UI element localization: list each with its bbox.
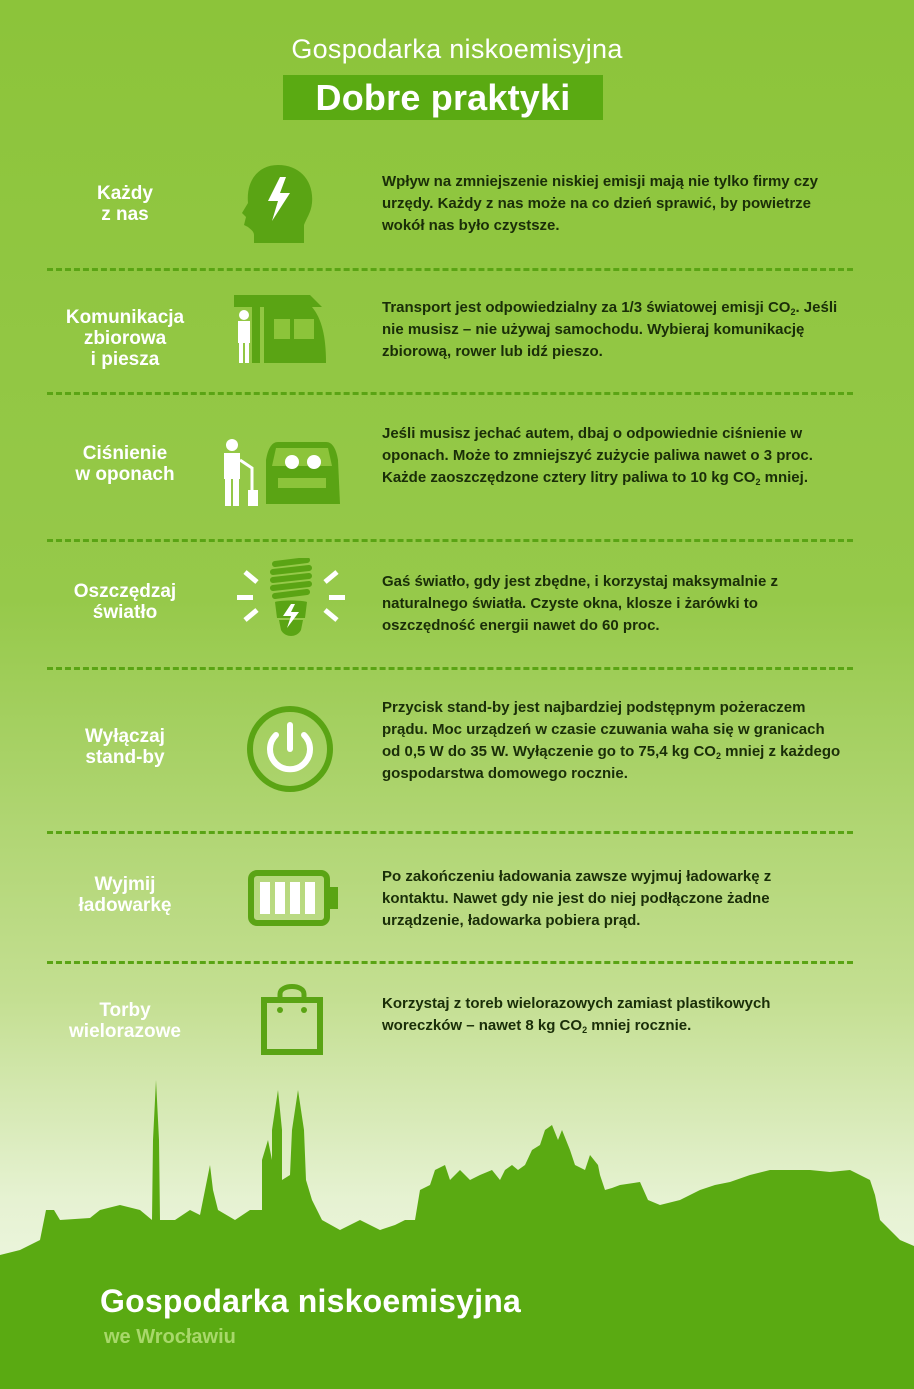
co2-subscript: 2 — [790, 307, 796, 317]
label-line: Komunikacja — [65, 307, 185, 328]
label-line: w oponach — [75, 464, 175, 485]
label-line: Wyjmij — [94, 874, 156, 895]
section-divider — [47, 831, 853, 834]
section-divider — [47, 392, 853, 395]
section-text-swiatlo: Gaś światło, gdy jest zbędne, i korzystaj maksymalnie z naturalnego światła. Czyste okna, klosze i żarówki to oszczędność energii nawet do 60 proc. — [382, 573, 778, 634]
label-line: stand-by — [85, 747, 165, 768]
label-line: Torby — [99, 1000, 151, 1021]
footer-subtitle: we Wrocławiu — [104, 1326, 236, 1348]
text-part: . Jeśli nie musisz – nie używaj samochodu. Wybieraj komunikację zbiorową, rower lub idź pieszo. — [382, 299, 838, 360]
page-title-banner: Dobre praktyki — [283, 75, 603, 120]
head-lightning-icon — [240, 163, 320, 247]
power-button-icon — [246, 705, 334, 793]
text-part: Transport jest odpowiedzialny za 1/3 światowej emisji CO — [382, 299, 791, 316]
section-divider — [47, 539, 853, 542]
tram-pedestrian-icon — [230, 293, 330, 365]
section-text-standby — [382, 697, 842, 785]
label-line: i piesza — [90, 349, 160, 370]
label-line: z nas — [101, 204, 149, 225]
co2-subscript: 2 — [755, 477, 761, 487]
text-part: mniej z każdego gospodarstwa domowego rocznie. — [382, 743, 841, 782]
section-divider — [47, 961, 853, 964]
label-line: ładowarkę — [78, 895, 172, 916]
section-text-komunikacja — [382, 297, 842, 363]
page-subtitle: Gospodarka niskoemisyjna — [291, 34, 623, 64]
section-label-komunikacja — [40, 307, 210, 370]
car-tire-pressure-icon — [218, 438, 342, 508]
text-part: Przycisk stand-by jest najbardziej podstępnym pożeraczem prądu. Moc urządzeń w czasie czuwania waha się w granicach od 0,5 W do 35 W. Wyłączenie go to 75,4 kg CO — [382, 699, 825, 760]
label-line: Wyłączaj — [85, 726, 165, 747]
section-text-kazdy: Wpływ na zmniejszenie niskiej emisji mają nie tylko firmy czy urzędy. Każdy z nas może na co dzień sprawić, by powietrze wokół nas było czystsze. — [382, 173, 818, 234]
label-line: wielorazowe — [69, 1021, 181, 1042]
label-line: zbiorowa — [83, 328, 167, 349]
label-line: Każdy — [97, 183, 153, 204]
section-label-standby — [40, 726, 210, 768]
section-label-cisnienie — [40, 443, 210, 485]
section-text-ladowarka: Po zakończeniu ładowania zawsze wyjmuj ładowarkę z kontaktu. Nawet gdy nie jest do niej podłączone żadne urządzenie, ładowarka pobiera prąd. — [382, 868, 772, 929]
label-line: światło — [92, 602, 158, 623]
energy-saving-bulb-icon — [235, 558, 347, 644]
shopping-bag-icon — [260, 982, 324, 1056]
label-line: Ciśnienie — [82, 443, 168, 464]
text-part: mniej rocznie. — [587, 1017, 692, 1034]
section-divider — [47, 667, 853, 670]
co2-subscript: 2 — [582, 1025, 588, 1035]
battery-icon — [248, 870, 340, 926]
text-part: mniej. — [760, 469, 808, 486]
co2-subscript: 2 — [715, 751, 721, 761]
label-line: Oszczędzaj — [73, 581, 177, 602]
section-label-torby — [40, 1000, 210, 1042]
section-divider — [47, 268, 853, 271]
text-part: Jeśli musisz jechać autem, dbaj o odpowiednie ciśnienie w oponach. Może to zmniejszyć zużycie paliwa nawet o 3 proc. Każde zaoszczędzone cztery litry paliwa to 10 kg CO — [382, 425, 813, 486]
section-text-cisnienie — [382, 423, 842, 489]
section-label-swiatlo — [40, 581, 210, 623]
section-text-torby — [382, 993, 842, 1037]
section-label-ladowarka — [40, 874, 210, 916]
footer-title: Gospodarka niskoemisyjna — [100, 1283, 521, 1319]
text-part: Korzystaj z toreb wielorazowych zamiast plastikowych woreczków – nawet 8 kg CO — [382, 995, 771, 1034]
section-label-kazdy — [40, 183, 210, 225]
